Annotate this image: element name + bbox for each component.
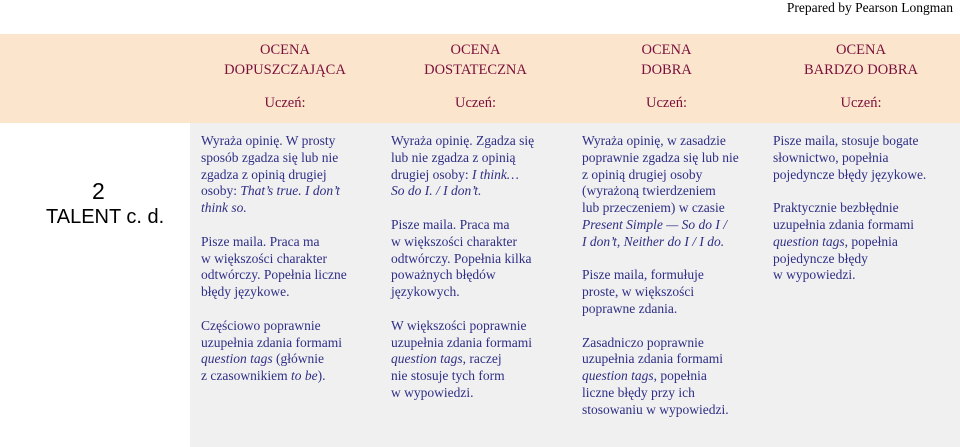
- criteria-paragraph: Wyraża opinię, w zasadzie poprawnie zgadza się lub nie z opinią drugiej osoby (wyrażoną twierdzeniem lub przeczeniem) w czasie Present Simple — So do I / I don’t, Neither do I / I do.: [582, 133, 739, 249]
- row-number: 2: [92, 178, 105, 204]
- header-title-line1: OCENA: [641, 42, 692, 58]
- criteria-paragraph: Zasadniczo poprawnie uzupełnia zdania formami question tags, popełnia liczne błędy przy ich stosowaniu w wypowiedzi.: [582, 334, 729, 417]
- header-uczen: Uczeń:: [264, 95, 306, 111]
- header-title-line1: OCENA: [836, 42, 886, 58]
- criteria-paragraph: Pisze maila. Praca ma w większości charakter odtwórczy. Popełnia kilka poważnych błędów językowych.: [391, 216, 532, 300]
- header-title-line2: DOPUSZCZAJĄCA: [224, 62, 346, 78]
- header-uczen: Uczeń:: [840, 95, 882, 111]
- credit-text: Prepared by Pearson Longman: [786, 0, 953, 15]
- header-dopuszczajaca: [190, 34, 380, 123]
- criteria-paragraph: Wyraża opinię. W prosty sposób zgadza się lub nie zgadza z opinią drugiej osoby: That’s true. I don’t think so.: [201, 133, 340, 216]
- criteria-cell-dopuszczajaca: [190, 123, 380, 447]
- header-title-line1: OCENA: [450, 42, 501, 58]
- header-title-line2: DOBRA: [641, 62, 692, 78]
- header-uczen: Uczeń:: [454, 95, 497, 111]
- header-title-line1: OCENA: [260, 42, 310, 58]
- criteria-cell-dobra: [571, 123, 762, 447]
- criteria-paragraph: W większości poprawnie uzupełnia zdania formami question tags, raczej nie stosuje tych form w wypowiedzi.: [391, 317, 532, 400]
- criteria-paragraph: Wyraża opinię. Zgadza się lub nie zgadza z opinią drugiej osoby: I think… So do I. / I don’t.: [391, 133, 535, 199]
- header-corner-cell: [0, 34, 190, 123]
- row-label-cell: [0, 123, 190, 447]
- criteria-cell-dostateczna: [380, 123, 571, 447]
- criteria-paragraph: Pisze maila. Praca ma w większości charakter odtwórczy. Popełnia liczne błędy językowe.: [201, 233, 347, 300]
- criteria-paragraph: Pisze maila, stosuje bogate słownictwo, popełnia pojedyncze błędy językowe.: [773, 133, 927, 182]
- header-title-line2: DOSTATECZNA: [424, 62, 527, 78]
- header-title-line2: BARDZO DOBRA: [804, 62, 918, 78]
- criteria-cell-bardzo-dobra: [762, 123, 960, 447]
- criteria-paragraph: Praktycznie bezbłędnie uzupełnia zdania formami question tags, popełnia pojedyncze błędy w wypowiedzi.: [773, 200, 914, 283]
- header-bardzo-dobra: [762, 34, 960, 123]
- header-dobra: [571, 34, 762, 123]
- grading-table: [0, 34, 960, 447]
- criteria-paragraph: Częściowo poprawnie uzupełnia zdania formami question tags (głównie z czasownikiem to be).: [201, 317, 342, 384]
- header-uczen: Uczeń:: [645, 95, 688, 111]
- header-dostateczna: [380, 34, 571, 123]
- row-name: TALENT c. d.: [46, 206, 165, 228]
- criteria-paragraph: Pisze maila, formułuje proste, w większości poprawne zdania.: [582, 267, 704, 316]
